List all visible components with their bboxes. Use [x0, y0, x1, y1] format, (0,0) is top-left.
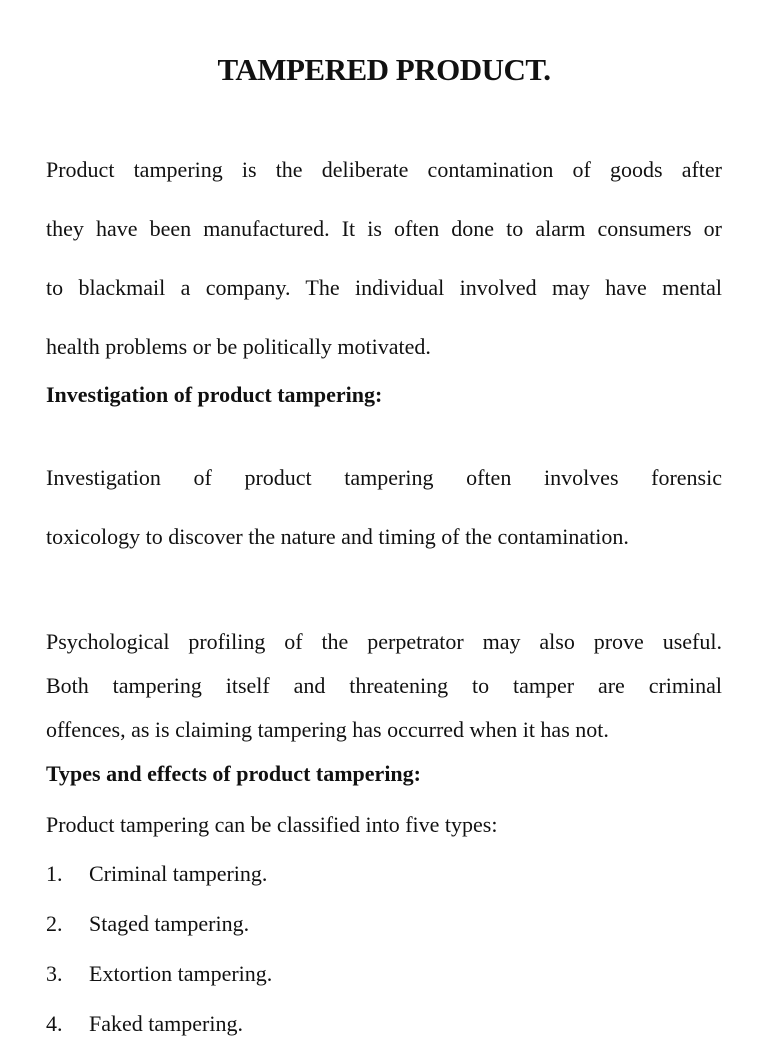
investigation-heading: Investigation of product tampering:	[46, 382, 383, 407]
list-text: Criminal tampering.	[89, 861, 268, 886]
types-list	[46, 859, 272, 1059]
list-number: 3.	[46, 961, 63, 986]
list-number: 1.	[46, 861, 63, 886]
list-item	[46, 959, 272, 1009]
paragraph-line: Both tampering itself and threatening to tamper are criminal	[46, 673, 722, 698]
profiling-paragraph	[46, 620, 722, 752]
investigation-paragraph	[46, 448, 722, 566]
list-text: Faked tampering.	[89, 1011, 243, 1036]
paragraph-line: offences, as is claiming tampering has occurred when it has not.	[46, 717, 609, 742]
paragraph-line: Psychological profiling of the perpetrator may also prove useful.	[46, 629, 722, 654]
list-text: Extortion tampering.	[89, 961, 273, 986]
list-item	[46, 859, 272, 909]
types-intro: Product tampering can be classified into five types:	[46, 812, 498, 837]
paragraph-line: they have been manufactured. It is often done to alarm consumers or	[46, 216, 722, 241]
paragraph-line: Investigation of product tampering often involves forensic	[46, 465, 722, 490]
page-title: TAMPERED PRODUCT.	[217, 52, 551, 87]
list-item	[46, 1009, 272, 1059]
list-text: Staged tampering.	[89, 911, 250, 936]
types-heading: Types and effects of product tampering:	[46, 761, 421, 786]
paragraph-line: to blackmail a company. The individual involved may have mental	[46, 275, 722, 300]
list-item	[46, 909, 272, 959]
paragraph-line: toxicology to discover the nature and timing of the contamination.	[46, 524, 629, 549]
paragraph-line: Product tampering is the deliberate contamination of goods after	[46, 157, 722, 182]
list-number: 2.	[46, 911, 63, 936]
intro-paragraph	[46, 140, 722, 376]
list-number: 4.	[46, 1011, 63, 1036]
paragraph-line: health problems or be politically motivated.	[46, 334, 431, 359]
